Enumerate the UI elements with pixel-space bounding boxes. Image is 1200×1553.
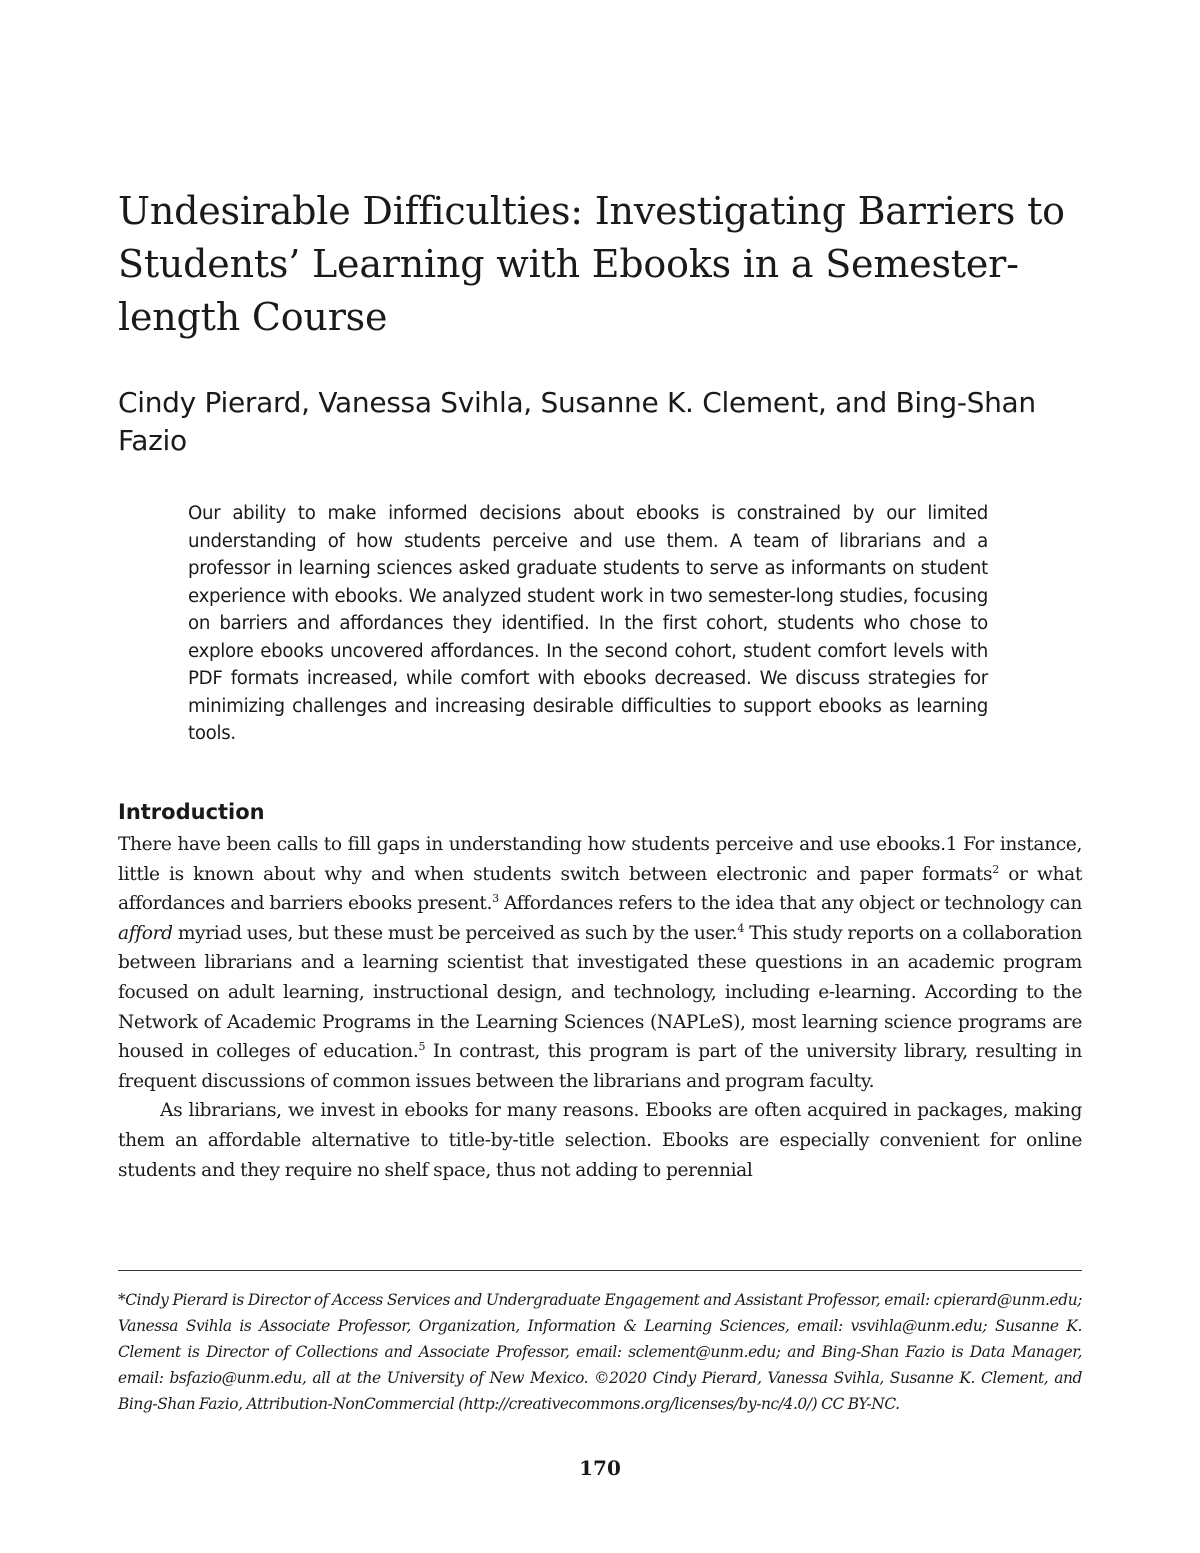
footnote-ref: 4 (737, 921, 744, 935)
paragraph-2: As librarians, we invest in ebooks for many reasons. Ebooks are often acquired in packages, making them an affordable alternative to title-by-title selection. Ebooks are especially convenient for online students and they require no shelf space, thus not adding to perennial (118, 1100, 1082, 1181)
footnote-ref: 5 (418, 1039, 426, 1053)
text-run: myriad uses, but these must be perceived as such by the user. (172, 922, 738, 944)
footnote-ref: 3 (492, 892, 499, 905)
text-run: Affordances refers to the idea that any object or technology can (498, 893, 1082, 915)
footnote-divider (118, 1270, 1082, 1271)
body-text (118, 830, 1082, 1185)
text-run: In contrast, this program is part of the university library, resulting in frequent discussions of common issues between the librarians and program faculty. (118, 1041, 1082, 1092)
abstract: Our ability to make informed decisions about ebooks is constrained by our limited understanding of how students perceive and use them. A team of librarians and a professor in learning sciences asked graduate students to serve as informants on student experience with ebooks. We analyzed student work in two semester-long studies, focusing on barriers and affordances they identified. In the first cohort, students who chose to explore ebooks uncovered affordances. In the second cohort, student comfort levels with PDF formats increased, while comfort with ebooks decreased. We discuss strategies for minimizing challenges and increasing desirable difficulties to support ebooks as learning tools. (188, 503, 988, 744)
footnote-ref: 2 (992, 862, 999, 876)
author-list: Cindy Pierard, Vanessa Svihla, Susanne K. Clement, and Bing-Shan Fazio (118, 386, 1036, 457)
text-run: There have been calls to fill gaps in understanding how students perceive and use ebooks.1 For instance, little is known about why and when students switch between electronic and paper formats (118, 834, 1082, 885)
section-heading-introduction: Introduction (118, 800, 265, 824)
paragraph-1 (118, 830, 1082, 1096)
page-number: 170 (579, 1456, 621, 1480)
emphasis-text: afford (118, 922, 173, 944)
author-footnote: *Cindy Pierard is Director of Access Services and Undergraduate Engagement and Assistant Professor, email: cpierard@unm.edu; Vanessa Svihla is Associate Professor, Organization, Information & Learning Sciences, email: vsvihla@unm.edu; Susanne K. Clement is Director of Collections and Associate Professor, email: sclement@unm.edu; and Bing-Shan Fazio is Data Manager, email: bsfazio@unm.edu, all at the University of New Mexico. ©2020 Cindy Pierard, Vanessa Svihla, Susanne K. Clement, and Bing-Shan Fazio, Attribution-NonCommercial (http://creativecommons.org/licenses/by-nc/4.0/) CC BY-NC. (118, 1291, 1082, 1413)
paper-title: Undesirable Difficulties: Investigating Barriers to Students’ Learning with Ebooks in a Semester-length Course (118, 189, 1065, 339)
text-run: This study reports on a collaboration between librarians and a learning scientist that investigated these questions in an academic program focused on adult learning, instructional design, and technology, including e-learning. According to the Network of Academic Programs in the Learning Sciences (NAPLeS), most learning science programs are housed in colleges of education. (118, 922, 1082, 1063)
text-run: or what affordances and barriers ebooks present. (118, 863, 1082, 915)
